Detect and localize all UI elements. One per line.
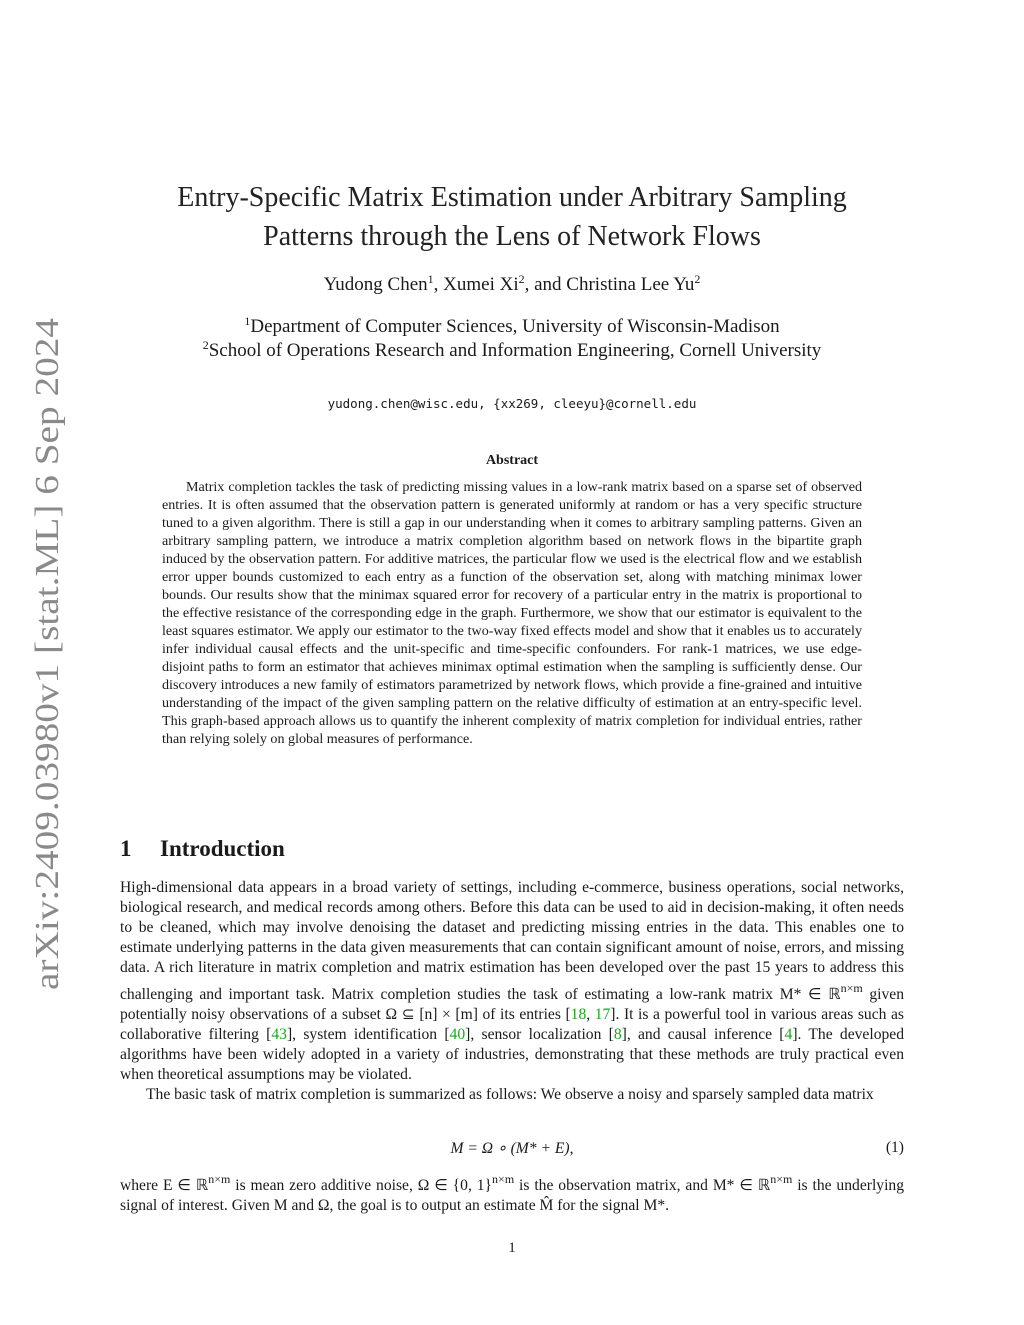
intro-paragraph-3 [120,1169,904,1216]
title-line-1: Entry-Specific Matrix Estimation under Arbitrary Sampling [177,182,847,213]
author-affiliation-marker: 1 [427,272,434,286]
text-run: is the observation matrix, and M* ∈ ℝ [514,1177,771,1194]
author-name: Yudong Chen [323,274,428,295]
affiliation-1 [100,314,924,338]
text-run: where E ∈ ℝ [120,1177,209,1194]
text-run: ], and causal inference [ [621,1026,785,1043]
abstract-body: Matrix completion tackles the task of predicting missing values in a low-rank matrix based on a sparse set of observed entries. It is often assumed that the observation pattern is generated uniformly at random or has a very specific structure tuned to a given algorithm. There is still a gap in our understanding when it comes to arbitrary sampling patterns. Given an arbitrary sampling pattern, we introduce a matrix completion algorithm based on network flows in the bipartite graph induced by the observation pattern. For additive matrices, the particular flow we used is the electrical flow and we establish error upper bounds customized to each entry as a function of the observation set, along with matching minimax lower bounds. Our results show that the minimax squared error for recovery of a particular entry in the matrix is proportional to the effective resistance of the corresponding edge in the graph. Furthermore, we show that our estimator is equivalent to the least squares estimator. We apply our estimator to the two-way fixed effects model and show that it enables us to accurately infer individual causal effects and the unit-specific and time-specific confounders. For rank-1 matrices, we use edge-disjoint paths to form an estimator that achieves minimax optimal estimation when the sampling is sufficiently dense. Our discovery introduces a new family of estimators parametrized by network flows, which provide a fine-grained and intuitive understanding of the impact of the given sampling pattern on the relative difficulty of estimation at an entry-specific level. This graph-based approach allows us to quantify the inherent complexity of matrix completion for individual entries, rather than relying solely on global measures of performance. [162,479,862,747]
equation-1 [120,1139,904,1161]
text-run: given potentially noisy observations of a subset Ω ⊆ [n] × [m] of its entries [ [120,986,904,1023]
superscript: n×m [492,1172,515,1186]
superscript: n×m [208,1172,231,1186]
superscript: n×m [770,1172,793,1186]
title-line-2: Patterns through the Lens of Network Flows [263,221,761,252]
affiliation-marker: 2 [202,338,209,352]
affiliation-text: School of Operations Research and Information Engineering, Cornell University [208,340,822,361]
author-list [100,272,924,296]
author-affiliation-marker: 2 [518,272,525,286]
citation-link[interactable]: 40 [449,1026,466,1043]
text-run: ]. It is a powerful tool in various areas such as collaborative filtering [ [120,1006,904,1043]
introduction-text [120,878,904,1105]
text-run: is the underlying signal of interest. Given M and Ω, the goal is to output an estimate M̂ for the signal M*. [120,1177,904,1214]
citation-link[interactable]: 43 [271,1026,287,1043]
text-run: is mean zero additive noise, Ω ∈ {0, 1} [230,1177,493,1194]
citation-link[interactable]: 8 [613,1026,622,1043]
superscript: n×m [840,981,863,995]
author-name: Xumei Xi [443,274,519,295]
text-run: High-dimensional data appears in a broad variety of settings, including e-commerce, business operations, social networks, biological research, and medical records among others. Before this data can be used to aid in decision-making, it often needs to be cleaned, which may involve denoising the dataset and predicting missing entries in the data. This enables one to estimate underlying patterns in the data given measurements that can contain significant amount of noise, errors, and missing data. A rich literature in matrix completion and matrix estimation has been developed over the past 15 years to address this challenging and important task. Matrix completion studies the task of estimating a low-rank matrix M* ∈ ℝ [120,879,904,1003]
text-run: ]. The developed algorithms have been widely adopted in a variety of industries, demonstrating that these methods are truly practical even when theoretical assumptions may be violated. [120,1026,904,1083]
equation-number: (1) [885,1139,904,1156]
page-number: 1 [508,1240,516,1256]
arxiv-side-stamp [22,318,74,993]
intro-paragraph-1 [120,878,904,1085]
section-number: 1 [120,836,132,861]
text-run: , [586,1006,595,1023]
section-title: Introduction [160,836,285,861]
paper-title [100,178,924,256]
intro-paragraph-2: The basic task of matrix completion is summarized as follows: We observe a noisy and sparsely sampled data matrix [146,1086,874,1103]
affiliation-text: Department of Computer Sciences, University of Wisconsin-Madison [250,316,780,337]
citation-link[interactable]: 4 [784,1026,793,1043]
abstract-heading: Abstract [485,453,539,468]
author-name: Christina Lee Yu [566,274,695,295]
section-heading [120,836,285,862]
author-separator: , [433,274,444,295]
author-emails: yudong.chen@wisc.edu, {xx269, cleeyu}@cornell.edu [327,396,697,411]
text-run: ], sensor localization [ [465,1026,614,1043]
affiliation-marker: 1 [244,314,251,328]
arxiv-identifier: arXiv:2409.03980v1 [stat.ML] 6 Sep 2024 [29,408,66,990]
author-separator: , and [524,274,567,295]
author-affiliation-marker: 2 [694,272,701,286]
citation-link[interactable]: 18 [570,1006,587,1023]
text-run: ], system identification [ [286,1026,450,1043]
equation-body: M = Ω ∘ (M* + E), [450,1140,574,1157]
citation-link[interactable]: 17 [594,1006,611,1023]
affiliation-2 [100,338,924,362]
